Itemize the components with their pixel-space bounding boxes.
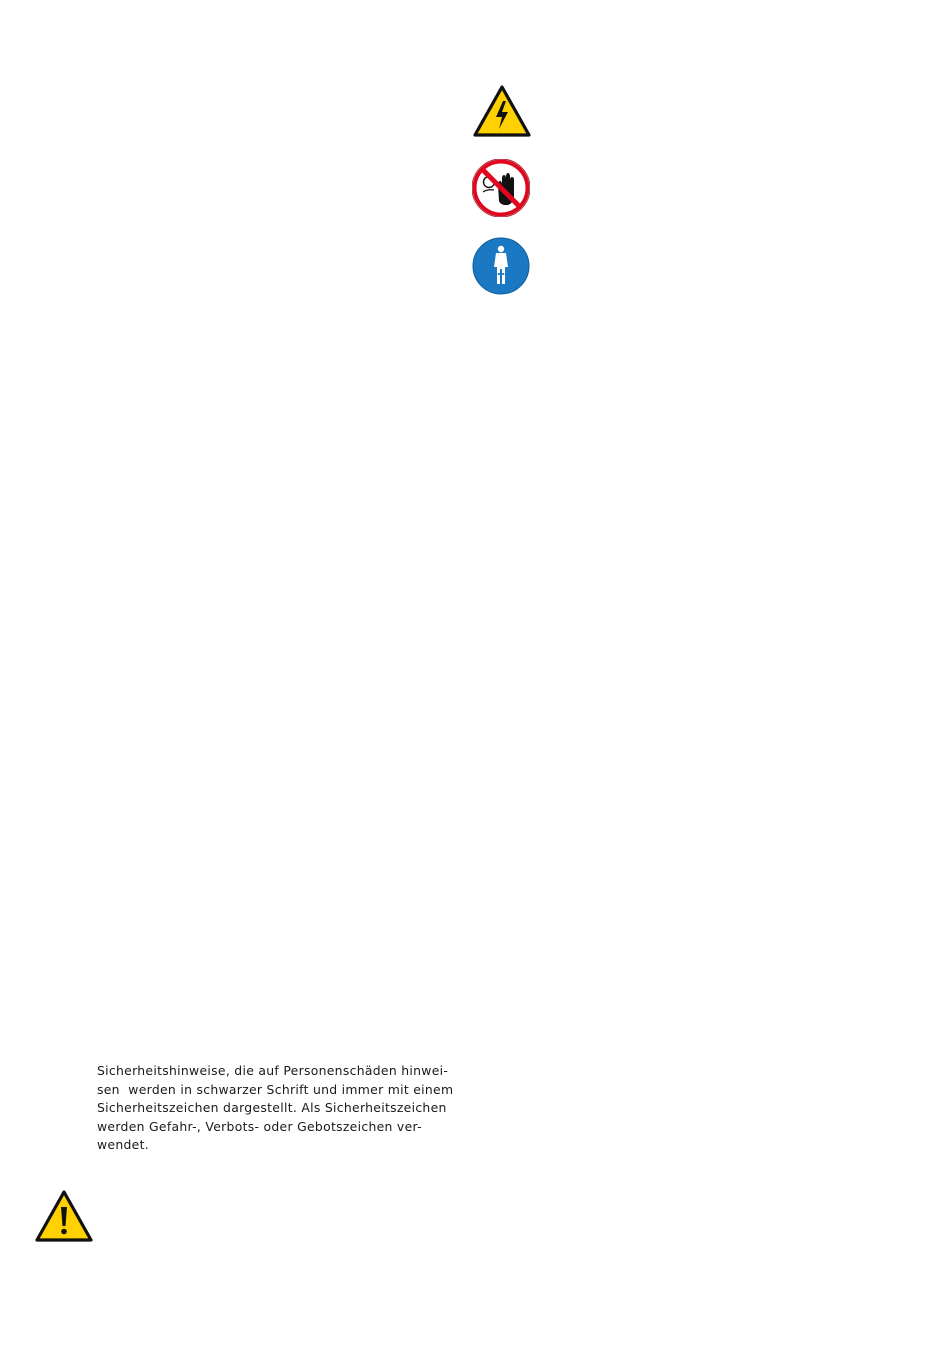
high-voltage-warning-icon: [472, 84, 532, 138]
paragraph-line: wendet.: [97, 1137, 149, 1152]
protective-clothing-mandatory-icon: [472, 237, 530, 295]
no-access-prohibition-icon: [472, 159, 530, 217]
general-warning-icon: [34, 1189, 94, 1243]
paragraph-line: werden Gefahr-, Verbots- oder Gebotszeichen ver-: [97, 1118, 422, 1134]
paragraph-line: Sicherheitshinweise, die auf Personenschäden hinwei-: [97, 1063, 449, 1078]
paragraph-line: Sicherheitszeichen dargestellt. Als Sicherheitszeichen: [97, 1100, 447, 1115]
paragraph-line: sen werden in schwarzer Schrift und immer mit einem: [97, 1081, 454, 1097]
safety-notice-paragraph: [97, 1062, 454, 1155]
